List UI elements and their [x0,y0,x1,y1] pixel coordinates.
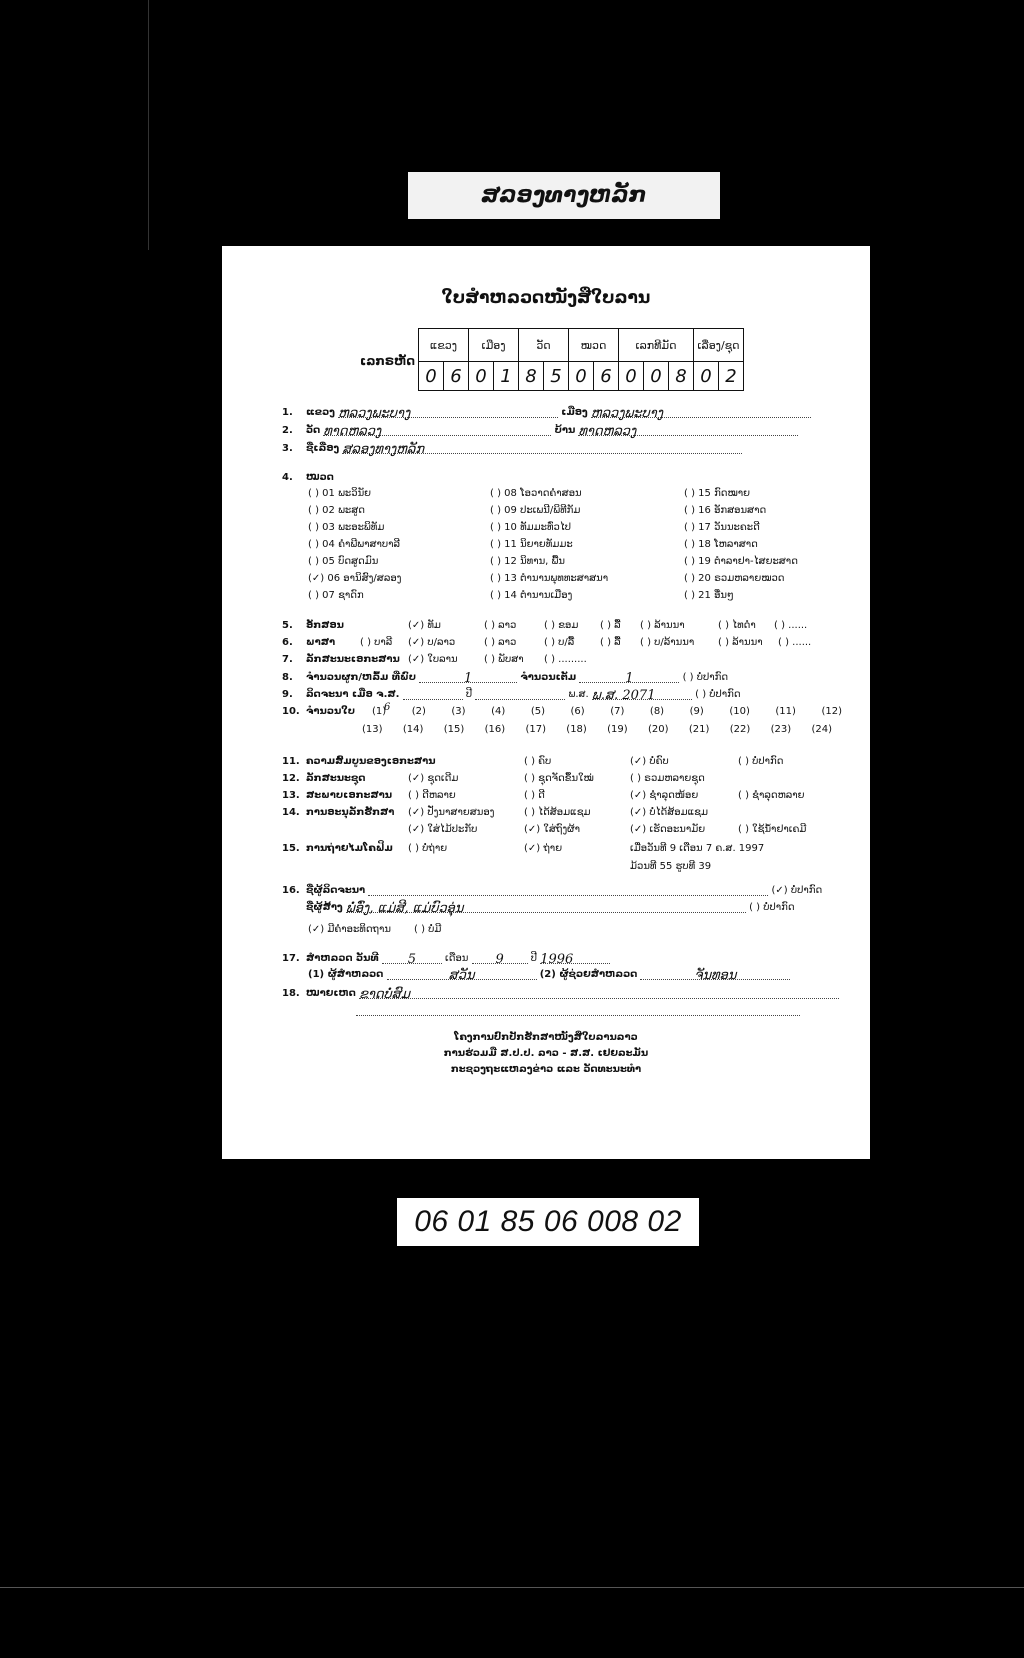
set-type-option-checked: (✓) ຊຸດເດີມ [408,773,459,784]
language-option: ( ) ລາວ [484,637,517,648]
script-option-checked: (✓) ທັມ [408,620,441,631]
category-option: ( ) 17 ວັນນະຄະດີ [684,522,760,533]
conservation-option-checked: (✓) ເຮັດອະນາມັຍ [630,824,706,835]
category-option: ( ) 04 ຄຳພີພາສາບາລີ [308,539,401,550]
category-option: ( ) 20 ຣວມຫລາຍໝວດ [684,573,785,584]
script-option: ( ) ລາວ [484,620,517,631]
footer-line-1: ໂຄງການປົກປັກຮັກສາໜັງສືໃບລານລາວ [454,1032,638,1043]
survey-day: 5 [382,952,442,964]
language-option: ( ) ບາລີ [360,637,393,648]
leaf-count-value: 6 [384,702,391,713]
language-option: ( ) ລ້ານນາ [718,637,763,648]
written-date-value: ພ.ສ. 2071 [592,688,692,700]
script-option: ( ) ຂອມ [544,620,579,631]
category-option: ( ) 01 ພະວິນັຍ [308,488,372,499]
field-7-label: 7. ລັກສະນະເອກະສານ [282,654,400,665]
format-option-checked: (✓) ໃບລານ [408,654,458,665]
id-digit: 0 [419,362,444,391]
completeness-option-checked: (✓) ບໍ່ຄົບ [630,756,669,767]
bundles-found-value: 1 [419,671,517,683]
footer-line-3: ກະຊວງຖະແຫລງຂ່າວ ແລະ ວັດທະນະທຳ [450,1064,642,1075]
form-title: ໃບສຳຫລວດໜັງສືໃບລານ [441,288,651,308]
survey-form-sheet [222,246,870,1159]
completeness-option: ( ) ຄົບ [524,756,552,767]
language-option: ( ) ລື້ [600,637,621,648]
field-12-label: 12. ລັກສະນະຊຸດ [282,773,366,784]
set-type-option: ( ) ຣວມຫລາຍຊຸດ [630,773,705,784]
field-16b-row: ຊື່ຜູ້ສ້າງ ພໍ່ອົ່ງ, ແມ່ສີ, ແມ່ບົວອຸ່ນ ( ) ບໍ່ປາກົດ [306,901,795,916]
id-digit: 0 [469,362,494,391]
microfilm-date: ເມື່ອວັນທີ 9 ເດືອນ 7 ຄ.ສ. 1997 [630,843,765,854]
leaf-numbers-row-1: (1) (2) (3) (4) (5) (6) (7) (8) (9) (10) (11) (12) [372,706,842,717]
completeness-option: ( ) ບໍ່ປາກົດ [738,756,784,767]
footer-line-2: ການຮ່ວມມື ສ.ປ.ປ. ລາວ - ສ.ສ. ເຢຍລະມັນ [443,1048,649,1059]
survey-month: 9 [472,952,528,964]
surveyor-value: ສວັນ [387,968,537,980]
village-value: ທາດຫລວງ [578,424,798,436]
category-option: ( ) 07 ຊາດົກ [308,590,364,601]
category-option: ( ) 08 ໂອວາດຄຳສອນ [490,488,582,499]
category-option: ( ) 15 ກົດໝາຍ [684,488,751,499]
province-value: ຫລວງພະບາງ [338,406,558,418]
script-option: ( ) ...... [774,620,808,631]
microfilm-option-checked: (✓) ຖ່າຍ [524,843,563,854]
field-2-row: 2. ວັດ ທາດຫລວງ ບ້ານ ທາດຫລວງ [282,424,798,436]
field-13-label: 13. ສະພາບເອກະສານ [282,790,393,801]
donor-value: ພໍ່ອົ່ງ, ແມ່ສີ, ແມ່ບົວອຸ່ນ [346,901,746,913]
id-header-province: ແຂວງ [419,329,469,362]
header-label: ສລອງທາງຫລັກ [408,172,720,219]
conservation-option: ( ) ໄດ້ສ້ອມແຊມ [524,807,591,818]
microfilm-roll: ມ້ວນທີ 55 ຮູບທີ 39 [630,861,712,872]
manuscript-code-label: 06 01 85 06 008 02 [397,1198,699,1246]
field-18-row: 18. ໝາຍເຫດ ຂາດບໍ່ສົມ [282,987,839,999]
scan-bottom-line [0,1587,1024,1588]
id-digit: 2 [719,362,744,391]
id-digit: 6 [594,362,619,391]
category-option: ( ) 13 ຕຳນານພຸທທະສາສນາ [490,573,609,584]
id-grid [418,328,744,391]
condition-option: ( ) ຊຳລຸດຫລາຍ [738,790,805,801]
surveyor-row: (1) ຜູ້ສຳຫລວດ ສວັນ (2) ຜູ້ຊ່ວຍສຳຫລວດ ຈັນທອນ [308,968,790,980]
field-17-row: 17. ສຳຫລວດ ວັນທີ 5 ເດືອນ 9 ປີ 1996 [282,952,610,964]
title-value: ສລອງທາງຫລັກ [342,442,742,454]
language-option-checked: (✓) ບ/ລາວ [408,637,456,648]
remarks-value: ຂາດບໍ່ສົມ [359,987,839,999]
id-digit: 0 [644,362,669,391]
conservation-option: ( ) ໃຊ້ນ້ຳຢາເຄມີ [738,824,807,835]
id-digit: 1 [494,362,519,391]
category-option: ( ) 10 ທັມມະທົ່ວໄປ [490,522,572,533]
id-label: ເລກຣຫັດ [360,354,415,368]
field-1-row: 1. ແຂວງ ຫລວງພະບາງ ເມືອງ ຫລວງພະບາງ [282,406,811,418]
field-16-row: 16. ຊື່ຜູ້ລິດຈະນາ (✓) ບໍ່ປາກົດ [282,885,823,896]
format-option: ( ) ພັບສາ [484,654,524,665]
assistant-surveyor-value: ຈັນທອນ [640,968,790,980]
temple-value: ທາດຫລວງ [323,424,551,436]
scan-edge-line [148,0,149,250]
id-digit: 0 [619,362,644,391]
field-15-label: 15. ການຖ່າຍໄມໂຄຟິມ [282,843,393,854]
script-option: ( ) ໄທດຳ [718,620,756,631]
script-option: ( ) ລ້ານນາ [640,620,685,631]
id-digit: 8 [519,362,544,391]
category-option: ( ) 11 ນິຍາຍທັມມະ [490,539,573,550]
microfilm-option: ( ) ບໍ່ຖ່າຍ [408,843,448,854]
category-option: ( ) 19 ຕຳລາຢາ-ໄສຍະສາດ [684,556,798,567]
category-option: ( ) 02 ພະສູດ [308,505,365,516]
conservation-option-checked: (✓) ບໍ່ໄດ້ສ້ອມແຊມ [630,807,709,818]
remarks-line-2 [282,1004,800,1016]
field-10-label: 10. ຈຳນວນໃບ [282,706,356,717]
blessing-option: ( ) ບໍ່ມີ [414,924,442,935]
script-option: ( ) ລື້ [600,620,621,631]
blessing-option-checked: (✓) ມີຄຳອະທິດຖານ [308,924,391,935]
id-digit: 0 [694,362,719,391]
leaf-numbers-row-2: (13) (14) (15) (16) (17) (18) (19) (20) (21) (22) (23) (24) [362,724,832,735]
id-digit: 8 [669,362,694,391]
category-option: ( ) 18 ໂຫລາສາດ [684,539,758,550]
category-option: ( ) 21 ອື່ນໆ [684,590,734,601]
field-14-label: 14. ການອະນຸລັກຮັກສາ [282,807,395,818]
conservation-option-checked: (✓) ປັ່ງນາສາຍສນອງ [408,807,495,818]
field-11-label: 11. ຄວາມສົມບູນຂອງເອກະສານ [282,756,436,767]
survey-year: 1996 [540,952,610,964]
bundles-full-value: 1 [579,671,679,683]
language-option: ( ) ...... [778,637,812,648]
id-header-district: ເມືອງ [469,329,519,362]
district-value: ຫລວງພະບາງ [591,406,811,418]
field-3-row: 3. ຊື່ເລື່ອງ ສລອງທາງຫລັກ [282,442,742,454]
condition-option-checked: (✓) ຊຳລຸດໜ້ອຍ [630,790,699,801]
category-option: ( ) 03 ພະອະພິທັມ [308,522,385,533]
field-8-row: 8. ຈຳນວນຜູກ/ຫລົ້ມ ທີ່ພົບ 1 ຈຳນວນເຕັມ 1 ( ) ບໍ່ປາກົດ [282,671,729,686]
category-option-checked: (✓) 06 ອານິສົງ/ສລອງ [308,573,402,584]
category-option: ( ) 12 ນິທານ, ພື້ນ [490,556,565,567]
condition-option: ( ) ດີຫລາຍ [408,790,456,801]
id-digit: 6 [444,362,469,391]
id-digit: 0 [569,362,594,391]
conservation-option-checked: (✓) ໃສ່ໄມ້ປະກັບ [408,824,478,835]
id-digit: 5 [544,362,569,391]
set-type-option: ( ) ຊຸດຈັດຂຶ້ນໃໝ່ [524,773,594,784]
field-9-row: 9. ລິດຈະນາ ເມື່ອ ຈ.ສ. ປີ ພ.ສ. ພ.ສ. 2071 ( ) ບໍ່ປາກົດ [282,688,741,703]
category-option: ( ) 09 ປະເພນີ/ພິທີກັມ [490,505,581,516]
id-header-bundle: ເລກທີມັດ [619,329,694,362]
field-5-label: 5. ອັກສອນ [282,620,344,631]
condition-option: ( ) ດີ [524,790,545,801]
format-option: ( ) ......... [544,654,587,665]
category-option: ( ) 16 ອັກສອນສາດ [684,505,767,516]
field-4-label: 4. ໝວດ [282,472,334,483]
field-6-label: 6. ພາສາ [282,637,336,648]
language-option: ( ) ບ/ລື້ [544,637,575,648]
id-header-temple: ວັດ [519,329,569,362]
id-header-category: ໝວດ [569,329,619,362]
language-option: ( ) ບ/ລ້ານນາ [640,637,695,648]
id-header-story: ເລື່ອງ/ຊຸດ [694,329,744,362]
category-option: ( ) 14 ຕຳນານເມືອງ [490,590,573,601]
conservation-option-checked: (✓) ໃສ່ຖົງຜ້າ [524,824,580,835]
category-option: ( ) 05 ບົດສູດມົນ [308,556,379,567]
